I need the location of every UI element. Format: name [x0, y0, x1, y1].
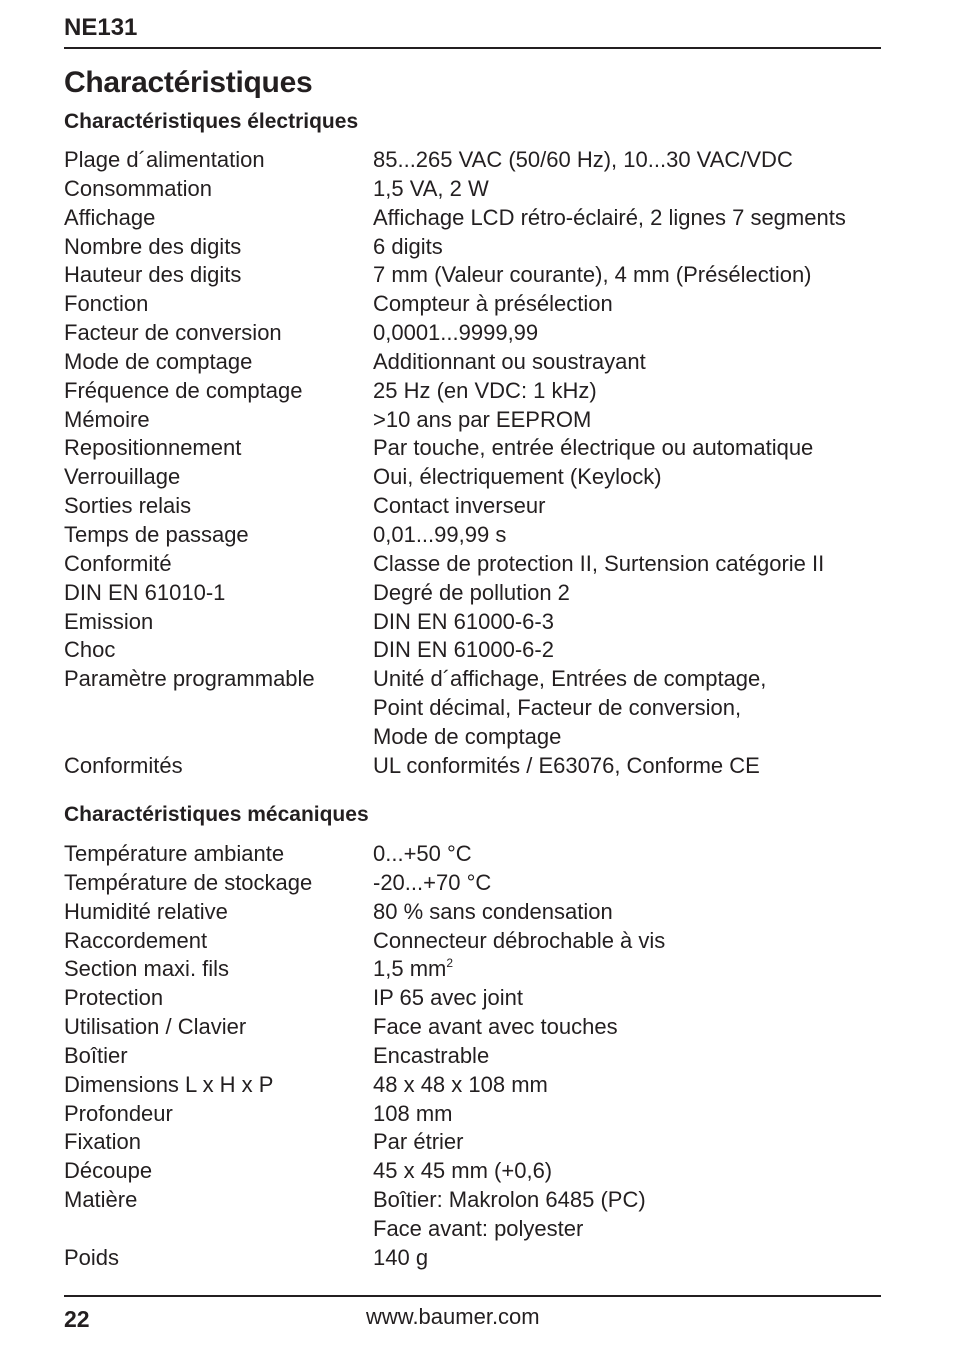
- spec-label: Température de stockage: [64, 869, 313, 895]
- spec-value: [373, 377, 894, 406]
- spec-label: Nombre des digits: [64, 233, 242, 259]
- spec-label: Mémoire: [64, 406, 150, 432]
- spec-label: Affichage: [64, 204, 156, 230]
- unit-superscript: 2: [446, 956, 454, 971]
- spec-value-text: Additionnant ou soustrayant: [373, 348, 646, 374]
- spec-value-text: DIN EN 61000-6-2: [373, 637, 554, 663]
- spec-label: Temps de passage: [64, 521, 249, 547]
- spec-label: Choc: [64, 637, 116, 663]
- spec-label: Facteur de conversion: [64, 320, 282, 346]
- spec-value-line: [373, 869, 894, 898]
- spec-value-text: 108 mm: [373, 1100, 453, 1126]
- spec-label: Fréquence de comptage: [64, 377, 303, 403]
- spec-row: [64, 665, 894, 752]
- spec-value: [373, 752, 894, 781]
- spec-value-text: 0,0001...9999,99: [373, 320, 539, 346]
- spec-value-line: [373, 840, 894, 869]
- spec-label: Protection: [64, 985, 164, 1011]
- spec-value-text: 85...265 VAC (50/60 Hz), 10...30 VAC/VDC: [373, 147, 793, 172]
- spec-value-text: >10 ans par EEPROM: [373, 406, 592, 432]
- spec-value-line: [373, 1042, 894, 1071]
- spec-row: [64, 1100, 894, 1129]
- spec-value-line: [373, 175, 894, 204]
- spec-label: Sorties relais: [64, 493, 192, 519]
- spec-label: Dimensions L x H x P: [64, 1071, 274, 1097]
- spec-value-text: 80 % sans condensation: [373, 898, 613, 924]
- spec-value: [373, 348, 894, 377]
- spec-value: [373, 1071, 894, 1100]
- spec-value-text: 0...+50 °C: [373, 841, 472, 866]
- spec-label: Hauteur des digits: [64, 262, 242, 288]
- spec-row: [64, 636, 894, 665]
- spec-row: [64, 579, 894, 608]
- spec-row: [64, 752, 894, 781]
- spec-value-text: 7 mm (Valeur courante), 4 mm (Présélection): [373, 262, 812, 288]
- spec-label: Fixation: [64, 1129, 142, 1155]
- spec-label: Repositionnement: [64, 435, 242, 461]
- spec-value-line: [373, 1186, 894, 1215]
- spec-value-text: Point décimal, Facteur de conversion,: [373, 695, 742, 721]
- spec-label: Poids: [64, 1244, 120, 1270]
- spec-value-line: [373, 521, 894, 550]
- spec-row: [64, 175, 894, 204]
- spec-label: Profondeur: [64, 1100, 173, 1126]
- spec-value-text: Connecteur débrochable à vis: [373, 927, 666, 953]
- spec-value: [373, 434, 894, 463]
- mechanical-spec-list: [64, 840, 894, 1273]
- spec-value-line: [373, 752, 894, 781]
- spec-value: [373, 319, 894, 348]
- spec-row: [64, 1071, 894, 1100]
- spec-label: Section maxi. fils: [64, 956, 230, 982]
- spec-value-text: Encastrable: [373, 1042, 490, 1068]
- spec-value: [373, 492, 894, 521]
- spec-value-line: [373, 146, 894, 175]
- spec-value-text: 1,5 mm: [373, 956, 447, 982]
- mechanical-heading: Charactéristiques mécaniques: [64, 803, 369, 826]
- spec-row: [64, 290, 894, 319]
- spec-value-line: [373, 898, 894, 927]
- spec-row: [64, 1186, 894, 1244]
- footer-rule: [64, 1295, 881, 1297]
- spec-label: Verrouillage: [64, 464, 181, 490]
- spec-row: [64, 434, 894, 463]
- spec-value-line: [373, 1013, 894, 1042]
- spec-value: [373, 261, 894, 290]
- spec-row: [64, 348, 894, 377]
- spec-value-line: [373, 434, 894, 463]
- spec-label: DIN EN 61010-1: [64, 579, 226, 605]
- spec-value: [373, 290, 894, 319]
- spec-value-text: DIN EN 61000-6-3: [373, 608, 554, 634]
- spec-value: [373, 840, 894, 869]
- spec-value: [373, 463, 894, 492]
- spec-value-line: [373, 984, 894, 1013]
- spec-value-text: 0,01...99,99 s: [373, 521, 507, 547]
- spec-value: [373, 608, 894, 637]
- spec-row: [64, 521, 894, 550]
- spec-value: [373, 984, 894, 1013]
- spec-value-line: [373, 406, 894, 435]
- spec-value: [373, 233, 894, 262]
- spec-value-line: [373, 636, 894, 665]
- spec-label: Découpe: [64, 1158, 153, 1184]
- spec-value: [373, 579, 894, 608]
- spec-label: Matière: [64, 1187, 138, 1213]
- spec-row: [64, 608, 894, 637]
- spec-value-text: Compteur à présélection: [373, 291, 613, 317]
- spec-row: [64, 233, 894, 262]
- header-rule: [64, 47, 881, 49]
- spec-value-line: [373, 927, 894, 956]
- website-url: www.baumer.com: [366, 1304, 540, 1329]
- spec-row: [64, 406, 894, 435]
- spec-value-text: Unité d´affichage, Entrées de comptage,: [373, 666, 767, 692]
- electrical-heading: Charactéristiques électriques: [64, 110, 359, 133]
- spec-value-text: IP 65 avec joint: [373, 985, 524, 1011]
- spec-value-line: [373, 955, 894, 984]
- spec-row: [64, 1042, 894, 1071]
- spec-value: [373, 636, 894, 665]
- spec-row: [64, 1128, 894, 1157]
- spec-row: [64, 927, 894, 956]
- spec-value-text: Oui, électriquement (Keylock): [373, 464, 662, 490]
- spec-value-line: [373, 463, 894, 492]
- spec-label: Plage d´alimentation: [64, 147, 265, 172]
- spec-value-text: 6 digits: [373, 233, 443, 259]
- spec-value: [373, 898, 894, 927]
- spec-value: [373, 1128, 894, 1157]
- spec-value-text: Classe de protection II, Surtension catégorie II: [373, 550, 825, 576]
- spec-value-text: Face avant: polyester: [373, 1215, 584, 1241]
- spec-row: [64, 955, 894, 984]
- spec-row: [64, 204, 894, 233]
- spec-label: Conformités: [64, 752, 183, 778]
- spec-value-line: [373, 1244, 894, 1273]
- spec-value-line: [373, 1100, 894, 1129]
- spec-value: [373, 927, 894, 956]
- spec-value-line: [373, 290, 894, 319]
- spec-value: [373, 406, 894, 435]
- spec-value-text: Boîtier: Makrolon 6485 (PC): [373, 1187, 646, 1213]
- spec-row: [64, 463, 894, 492]
- spec-value: [373, 146, 894, 175]
- spec-row: [64, 898, 894, 927]
- spec-value: [373, 521, 894, 550]
- spec-value-text: 48 x 48 x 108 mm: [373, 1071, 548, 1097]
- spec-value-text: 25 Hz (en VDC: 1 kHz): [373, 377, 597, 403]
- spec-value: [373, 1244, 894, 1273]
- spec-value-text: 1,5 VA, 2 W: [373, 175, 489, 201]
- spec-label: Température ambiante: [64, 841, 285, 866]
- spec-row: [64, 550, 894, 579]
- spec-value-line: [373, 204, 894, 233]
- spec-row: [64, 319, 894, 348]
- spec-label: Consommation: [64, 175, 212, 201]
- spec-row: [64, 984, 894, 1013]
- spec-row: [64, 1157, 894, 1186]
- spec-row: [64, 869, 894, 898]
- spec-value: [373, 1013, 894, 1042]
- spec-value: [373, 1157, 894, 1186]
- spec-value-text: Par étrier: [373, 1129, 464, 1155]
- spec-label: Fonction: [64, 291, 149, 317]
- spec-value-text: Degré de pollution 2: [373, 579, 570, 605]
- spec-row: [64, 1013, 894, 1042]
- spec-value-line: [373, 233, 894, 262]
- spec-value-text: 45 x 45 mm (+0,6): [373, 1158, 553, 1184]
- spec-value: [373, 1186, 894, 1244]
- spec-value-text: Par touche, entrée électrique ou automatique: [373, 435, 814, 461]
- spec-value-line: [373, 348, 894, 377]
- spec-value-line: [373, 665, 894, 694]
- spec-value-text: Affichage LCD rétro-éclairé, 2 lignes 7 segments: [373, 204, 846, 230]
- spec-value: [373, 550, 894, 579]
- spec-row: [64, 377, 894, 406]
- spec-label: Raccordement: [64, 927, 208, 953]
- spec-row: [64, 261, 894, 290]
- page-title: Charactéristiques: [64, 66, 313, 99]
- spec-label: Conformité: [64, 550, 172, 576]
- spec-value-text: Contact inverseur: [373, 493, 546, 519]
- spec-row: [64, 1244, 894, 1273]
- spec-value-line: [373, 550, 894, 579]
- spec-value: [373, 1100, 894, 1129]
- spec-value: [373, 204, 894, 233]
- spec-label: Emission: [64, 608, 154, 634]
- spec-row: [64, 146, 894, 175]
- electrical-spec-list: [64, 146, 894, 781]
- spec-label: Utilisation / Clavier: [64, 1014, 247, 1040]
- spec-row: [64, 492, 894, 521]
- spec-value-line: [373, 694, 894, 723]
- spec-value-text: Mode de comptage: [373, 723, 562, 749]
- spec-value: [373, 869, 894, 898]
- spec-value-line: [373, 723, 894, 752]
- spec-label: Mode de comptage: [64, 348, 253, 374]
- spec-value-line: [373, 1071, 894, 1100]
- spec-label: Paramètre programmable: [64, 666, 315, 692]
- spec-value: [373, 955, 894, 984]
- spec-value-line: [373, 608, 894, 637]
- spec-value-line: [373, 261, 894, 290]
- page-number: 22: [64, 1306, 90, 1332]
- spec-value: [373, 1042, 894, 1071]
- spec-label: Humidité relative: [64, 898, 228, 924]
- spec-value: [373, 665, 894, 752]
- spec-value-text: 140 g: [373, 1244, 429, 1270]
- spec-label: Boîtier: [64, 1042, 128, 1068]
- spec-value-line: [373, 1128, 894, 1157]
- spec-value-line: [373, 1215, 894, 1244]
- spec-row: [64, 840, 894, 869]
- spec-value-line: [373, 377, 894, 406]
- spec-value-line: [373, 1157, 894, 1186]
- spec-value-text: UL conformités / E63076, Conforme CE: [373, 752, 760, 778]
- spec-value-text: -20...+70 °C: [373, 869, 492, 895]
- product-name: NE131: [64, 14, 138, 41]
- spec-value-line: [373, 579, 894, 608]
- spec-value-line: [373, 492, 894, 521]
- spec-value: [373, 175, 894, 204]
- spec-value-line: [373, 319, 894, 348]
- spec-value-text: Face avant avec touches: [373, 1014, 618, 1040]
